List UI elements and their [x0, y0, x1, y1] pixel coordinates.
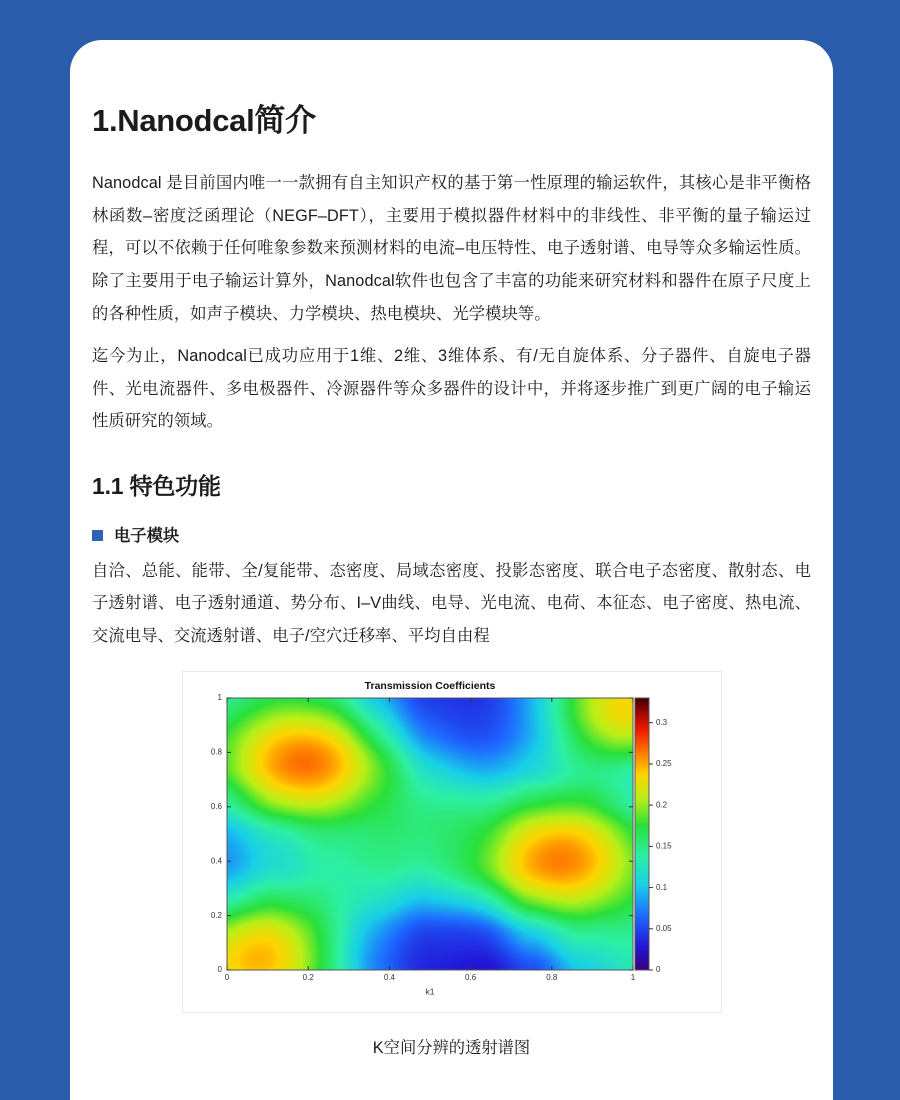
intro-paragraph-2: 迄今为止，Nanodcal已成功应用于1维、2维、3维体系、有/无自旋体系、分子器件、自旋电子器件、光电流器件、多电极器件、冷源器件等众多器件的设计中，并将逐步推广到更广阔的电子输运性质研究的领域。	[92, 347, 811, 431]
blue-square-bullet-icon	[92, 530, 103, 541]
document-card	[70, 40, 833, 1100]
intro-paragraph-1: Nanodcal 是目前国内唯一一款拥有自主知识产权的基于第一性原理的输运软件，其核心是非平衡格林函数–密度泛函理论（NEGF–DFT），主要用于模拟器件材料中的非线性、非平衡的量子输运过程，可以不依赖于任何唯象参数来预测材料的电流–电压特性、电子透射谱、电导等众多输运性质。除了主要用于电子输运计算外，Nanodcal软件也包含了丰富的功能来研究材料和器件在原子尺度上的各种性质，如声子模块、力学模块、热电模块、光学模块等。	[92, 174, 811, 323]
page-title: 1.Nanodcal简介	[92, 103, 316, 138]
section-heading-features: 1.1 特色功能	[92, 472, 221, 499]
feature-list-paragraph: 自洽、总能、能带、全/复能带、态密度、局域态密度、投影态密度、联合电子态密度、散射态、电子透射谱、电子透射通道、势分布、I–V曲线、电导、光电流、电荷、本征态、电子密度、热电流、交流电导、交流透射谱、电子/空穴迁移率、平均自由程	[92, 561, 811, 645]
transmission-coefficients-heatmap	[183, 672, 721, 1012]
figure-caption: K空间分辨的透射谱图	[372, 1038, 531, 1057]
feature-bullet-label: 电子模块	[114, 526, 180, 545]
feature-bullet-row	[92, 523, 811, 549]
figure-image-frame	[182, 671, 722, 1013]
figure	[92, 671, 811, 1061]
